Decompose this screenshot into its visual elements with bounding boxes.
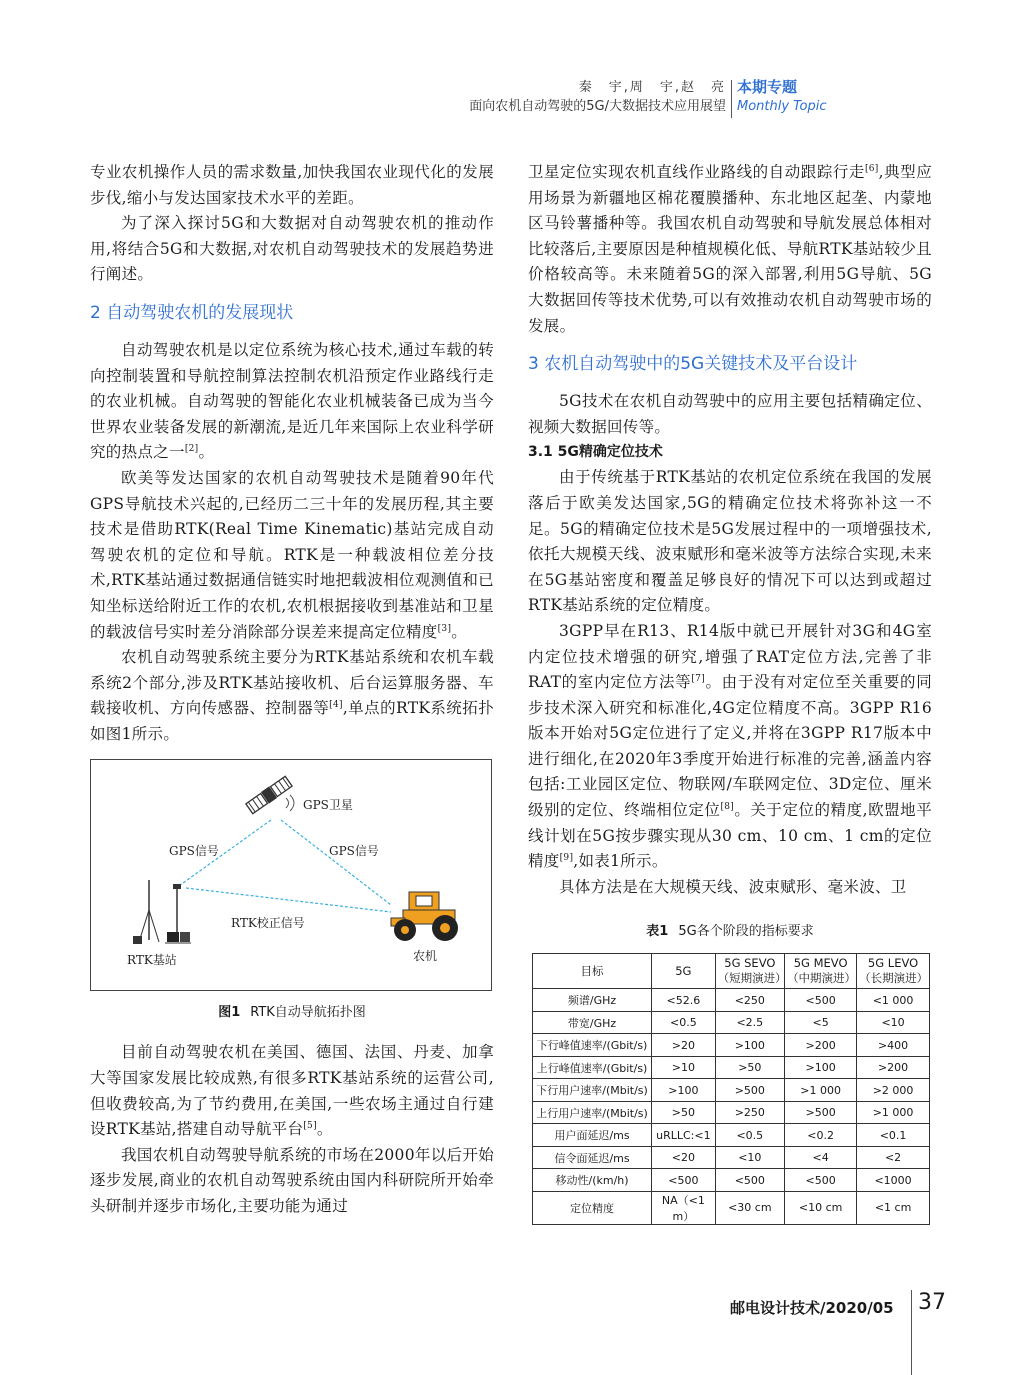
citation[interactable]: [8] (720, 801, 735, 812)
table-cell: 频谱/GHz (533, 989, 652, 1012)
citation[interactable]: [2] (184, 444, 199, 455)
header-authors: 秦 宇,周 宇,赵 亮 (578, 80, 726, 95)
tractor-icon (391, 892, 458, 941)
table-row (533, 1191, 930, 1224)
paragraph: 为了深入探讨5G和大数据对自动驾驶农机的推动作用,将结合5G和大数据,对农机自动驾驶技术的发展趋势进行阐述。 (90, 214, 494, 284)
figure-caption: 图1 RTK自动导航拓扑图 (218, 1005, 366, 1021)
table-cell: <2.5 (715, 1011, 784, 1034)
figure-rtk-topology (90, 759, 492, 991)
citation[interactable]: [3] (437, 623, 452, 634)
table-cell: 移动性/(km/h) (533, 1169, 652, 1192)
table-cell: >200 (785, 1034, 857, 1057)
citation[interactable]: [9] (559, 853, 574, 864)
table-cell: >100 (715, 1034, 784, 1057)
table-cell: 下行用户速率/(Mbit/s) (533, 1079, 652, 1102)
table-cell: >100 (652, 1079, 716, 1102)
table-cell: >20 (652, 1034, 716, 1057)
table-row (533, 989, 930, 1012)
rtk-correction-line (186, 888, 391, 912)
page-number: 37 (918, 1290, 946, 1315)
table-row (533, 1011, 930, 1034)
table-cell: >1 000 (785, 1079, 857, 1102)
gps-signal-label-left: GPS信号 (169, 844, 219, 859)
header-divider (731, 80, 732, 118)
gps-signal-label-right: GPS信号 (329, 844, 379, 859)
section-heading-3: 3 农机自动驾驶中的5G关键技术及平台设计 (528, 354, 858, 375)
topology-diagram (91, 760, 491, 990)
column-header: 5G LEVO（长期演进） (857, 954, 930, 989)
column-header: 5G SEVO（短期演进） (715, 954, 784, 989)
table-cell: <52.6 (652, 989, 716, 1012)
rtk-signal-label: RTK校正信号 (231, 916, 305, 931)
table-cell: <4 (785, 1146, 857, 1169)
table-caption: 表1 5G各个阶段的指标要求 (646, 924, 814, 940)
table-cell: >100 (785, 1056, 857, 1079)
paragraph: 3GPP早在R13、R14版中就已开展针对3G和4G室内定位技术增强的研究,增强了RAT定位方法,完善了非RAT的室内定位方法等[7]。由于没有对定位至关重要的同步技术深入研究和标准化,4G定位精度不高。3GPP R16版本开始对5G定位进行了定义,并将在3GPP R17版本中进行细化,在2020年3季度开始进行标准的完善,涵盖内容包括:工业园区定位、物联网/车联网定位、3D定位、厘米级别的定位、终端相位定位[8]。关于定位的精度,欧盟地平线计划在5G按步骤实现从30 cm、10 cm、1 cm的定位精度[9],如表1所示。 (528, 621, 933, 871)
running-header (469, 78, 726, 116)
table-row (533, 1101, 930, 1124)
paragraph: 具体方法是在大规模天线、波束赋形、毫米波、卫 (559, 877, 907, 896)
table-row (533, 1034, 930, 1057)
citation[interactable]: [7] (691, 673, 706, 684)
table-cell: <5 (785, 1011, 857, 1034)
paragraph: 农机自动驾驶系统主要分为RTK基站系统和农机车载系统2个部分,涉及RTK基站接收机、后台运算服务器、车载接收机、方向传感器、控制器等[4],单点的RTK系统拓扑如图1所示。 (90, 648, 494, 743)
citation[interactable]: [4] (329, 700, 343, 711)
satellite-icon (245, 776, 292, 815)
table-cell: uRLLC:<1 (652, 1124, 716, 1147)
table-cell: 上行峰值速率/(Gbit/s) (533, 1056, 652, 1079)
table-cell: <1 cm (857, 1191, 930, 1224)
paragraph: 我国农机自动驾驶导航系统的市场在2000年以后开始逐步发展,商业的农机自动驾驶系统由国内科研院所开始牵头研制并逐步市场化,主要功能为通过 (90, 1145, 494, 1216)
station-label: RTK基站 (127, 953, 177, 968)
table-cell: >2 000 (857, 1079, 930, 1102)
table-row (533, 1056, 930, 1079)
table-cell: 信令面延迟/ms (533, 1146, 652, 1169)
table-cell: <250 (715, 989, 784, 1012)
table-cell: <500 (715, 1169, 784, 1192)
paragraph: 自动驾驶农机是以定位系统为核心技术,通过车载的转向控制装置和导航控制算法控制农机沿预定作业路线行走的农业机械。自动驾驶的智能化农业机械装备已成为当今世界农业装备发展的新潮流,是近几年来国际上农业科学研究的热点之一[2]。 (90, 340, 494, 462)
topic-label (737, 78, 826, 116)
table-cell: <2 (857, 1146, 930, 1169)
table-cell: >10 (652, 1056, 716, 1079)
table-row (533, 1124, 930, 1147)
header-subtitle: 面向农机自动驾驶的5G/大数据技术应用展望 (469, 99, 726, 114)
paragraph: 目前自动驾驶农机在美国、德国、法国、丹麦、加拿大等国家发展比较成熟,有很多RTK基站系统的运营公司,但收费较高,为了节约费用,在美国,一些农场主通过自行建设RTK基站,搭建自动导航平台[5]。 (90, 1043, 494, 1139)
table-cell: <500 (652, 1169, 716, 1192)
paragraph: 专业农机操作人员的需求数量,加快我国农业现代化的发展步伐,缩小与发达国家技术水平的差距。 (90, 163, 494, 207)
table-cell: <1000 (857, 1169, 930, 1192)
table-cell: >250 (715, 1101, 784, 1124)
satellite-label: GPS卫星 (303, 798, 353, 813)
table-cell: >400 (857, 1034, 930, 1057)
subsection-heading: 3.1 5G精确定位技术 (528, 444, 663, 461)
paragraph: 由于传统基于RTK基站的农机定位系统在我国的发展落后于欧美发达国家,5G的精确定位技术将弥补这一不足。5G的精确定位技术是5G发展过程中的一项增强技术,依托大规模天线、波束赋形和毫米波等方法综合实现,未来在5G基站密度和覆盖足够良好的情况下可以达到或超过RTK基站系统的定位精度。 (528, 468, 932, 615)
table-cell: NA（<1 m） (652, 1191, 716, 1224)
journal-footer: 邮电设计技术/2020/05 (730, 1299, 894, 1317)
table-cell: <10 (715, 1146, 784, 1169)
table-cell: 用户面延迟/ms (533, 1124, 652, 1147)
table-cell: <0.2 (785, 1124, 857, 1147)
table-row (533, 1169, 930, 1192)
table-header-row (533, 954, 930, 989)
table-cell: >50 (652, 1101, 716, 1124)
table-cell: <0.1 (857, 1124, 930, 1147)
topic-en: Monthly Topic (737, 99, 827, 114)
footer-divider (911, 1290, 912, 1375)
table-cell: <10 cm (785, 1191, 857, 1224)
table-cell: 定位精度 (533, 1191, 652, 1224)
rtk-station-icon (133, 880, 191, 944)
table-row (533, 1146, 930, 1169)
table-cell: >500 (715, 1079, 784, 1102)
table-cell: >200 (857, 1056, 930, 1079)
citation[interactable]: [6] (864, 163, 879, 174)
broadcast-waves-icon (286, 795, 294, 811)
table-cell: 下行峰值速率/(Gbit/s) (533, 1034, 652, 1057)
table-cell: <500 (785, 989, 857, 1012)
table-cell: <30 cm (715, 1191, 784, 1224)
machine-label: 农机 (413, 949, 438, 964)
table-cell: >1 000 (857, 1101, 930, 1124)
table-cell: >500 (785, 1101, 857, 1124)
right-column (528, 160, 932, 1225)
gps-signal-line-right (281, 820, 391, 905)
table-row (533, 1079, 930, 1102)
table-cell: <20 (652, 1146, 716, 1169)
table-cell: 带宽/GHz (533, 1011, 652, 1034)
table-cell: <0.5 (652, 1011, 716, 1034)
section-heading-2: 2 自动驾驶农机的发展现状 (90, 302, 294, 323)
table-cell: >50 (715, 1056, 784, 1079)
column-header: 目标 (533, 954, 652, 989)
paragraph: 5G技术在农机自动驾驶中的应用主要包括精确定位、视频大数据回传等。 (528, 392, 932, 436)
topic-cn: 本期专题 (737, 78, 798, 96)
paragraph: 欧美等发达国家的农机自动驾驶技术是随着90年代GPS导航技术兴起的,已经历二三十年的发展历程,其主要技术是借助RTK(Real Time Kinematic)基站完成自动驾驶农机的定位和导航。RTK是一种载波相位差分技术,RTK基站通过数据通信链实时地把载波相位观测值和已知坐标送给附近工作的农机,农机根据接收到基准站和卫星的载波信号实时差分消除部分误差来提高定位精度[3]。 (90, 468, 494, 641)
table-cell: <1 000 (857, 989, 930, 1012)
table-5g-requirements (532, 953, 930, 1225)
table-cell: 上行用户速率/(Mbit/s) (533, 1101, 652, 1124)
left-column (90, 160, 494, 1220)
table-cell: <0.5 (715, 1124, 784, 1147)
column-header: 5G (652, 954, 716, 989)
citation[interactable]: [5] (303, 1121, 317, 1132)
paragraph: 卫星定位实现农机直线作业路线的自动跟踪行走[6],典型应用场景为新疆地区棉花覆膜播种、东北地区起垄、内蒙地区马铃薯播种等。我国农机自动驾驶和导航发展总体相对比较落后,主要原因是种植规模化低、导航RTK基站较少且价格较高等。未来随着5G的深入部署,利用5G导航、5G大数据回传等技术优势,可以有效推动农机自动驾驶市场的发展。 (528, 163, 932, 335)
table-cell: <500 (785, 1169, 857, 1192)
table-cell: <10 (857, 1011, 930, 1034)
column-header: 5G MEVO（中期演进） (785, 954, 857, 989)
